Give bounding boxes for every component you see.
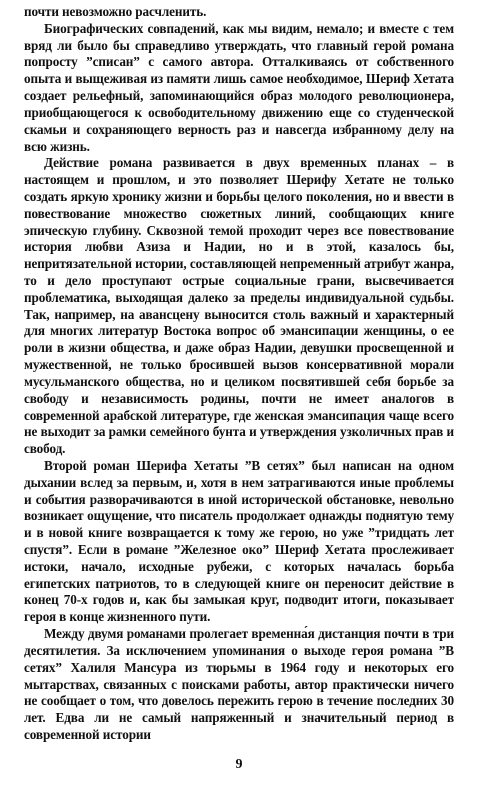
paragraph-2: Биографических совпадений, как мы видим, немало; и вместе с тем вряд ли было бы справедливо утверждать, что главный герой романа попросту ”списан” с самого автора. Отталкиваясь от собственного опыта и выщеживая из памяти лишь самое необходимое, Шериф Хетата создает рельефный, запоминающийся образ молодого революционера, приобщающегося к освободительному движению еще со студенческой скамьи и сохраняющего верность раз и навсегда избранному делу на всю жизнь. <box>24 20 454 154</box>
page-number: 9 <box>235 757 243 772</box>
paragraph-4: Второй роман Шерифа Хетаты ”В сетях” был написан на одном дыхании вслед за первым, и, хотя в нем затрагиваются иные проблемы и события разворачиваются в иной исторической обстановке, невольно возникает ощущение, что писатель продолжает однажды поднятую тему и в новой книге возвращается к тому же герою, но уже ”тридцать лет спустя”. Если в романе ”Железное око” Шериф Хетата прослеживает истоки, начало, исходные рубежи, с которых началась борьба египетских патриотов, то в следующей книге он переносит действие в конец 70-х годов и, как бы замыкая круг, подводит итоги, показывает героя в конце жизненного пути. <box>24 457 454 625</box>
paragraph-3: Действие романа развивается в двух временных планах – в настоящем и прошлом, и это позволяет Шерифу Хетате не только создать яркую хронику жизни и борьбы целого поколения, но и ввести в повествование множество сюжетных линий, сообщающих книге эпическую глубину. Сквозной темой проходит через все повествование история любви Азиза и Надии, но и в этой, казалось бы, непритязательной истории, составляющей непременный атрибут жанра, то и дело проступают острые социальные грани, высвечивается проблематика, выходящая далеко за пределы индивидуальной судьбы. Так, например, на авансцену выносится столь важный и характерный для многих литератур Востока вопрос об эмансипации женщины, о ее роли в жизни общества, и даже образ Надии, девушки просвещенной и мужественной, не только бросившей вызов консервативной морали мусульманского общества, но и целиком посвятившей себя борьбе за свободу и независимость родины, почти не имеет аналогов в современной арабской литературе, где женская эмансипация чаще всего не выходит за рамки семейного бунта и утверждения узколичных прав и свобод. <box>24 155 454 457</box>
paragraph-5: Между двумя романами пролегает временна́я дистанция почти в три десятилетия. За исключением упоминания о выходе героя романа ”В сетях” Халиля Мансура из тюрьмы в 1964 году и некоторых его мытарствах, связанных с поисками работы, автор практически ничего не сообщает о том, что довелось пережить герою в течение последних 30 лет. Едва ли не самый напряженный и значительный период в современной истории <box>24 626 454 742</box>
document-body <box>24 4 454 744</box>
paragraph-1: почти невозможно расчленить. <box>24 4 207 19</box>
